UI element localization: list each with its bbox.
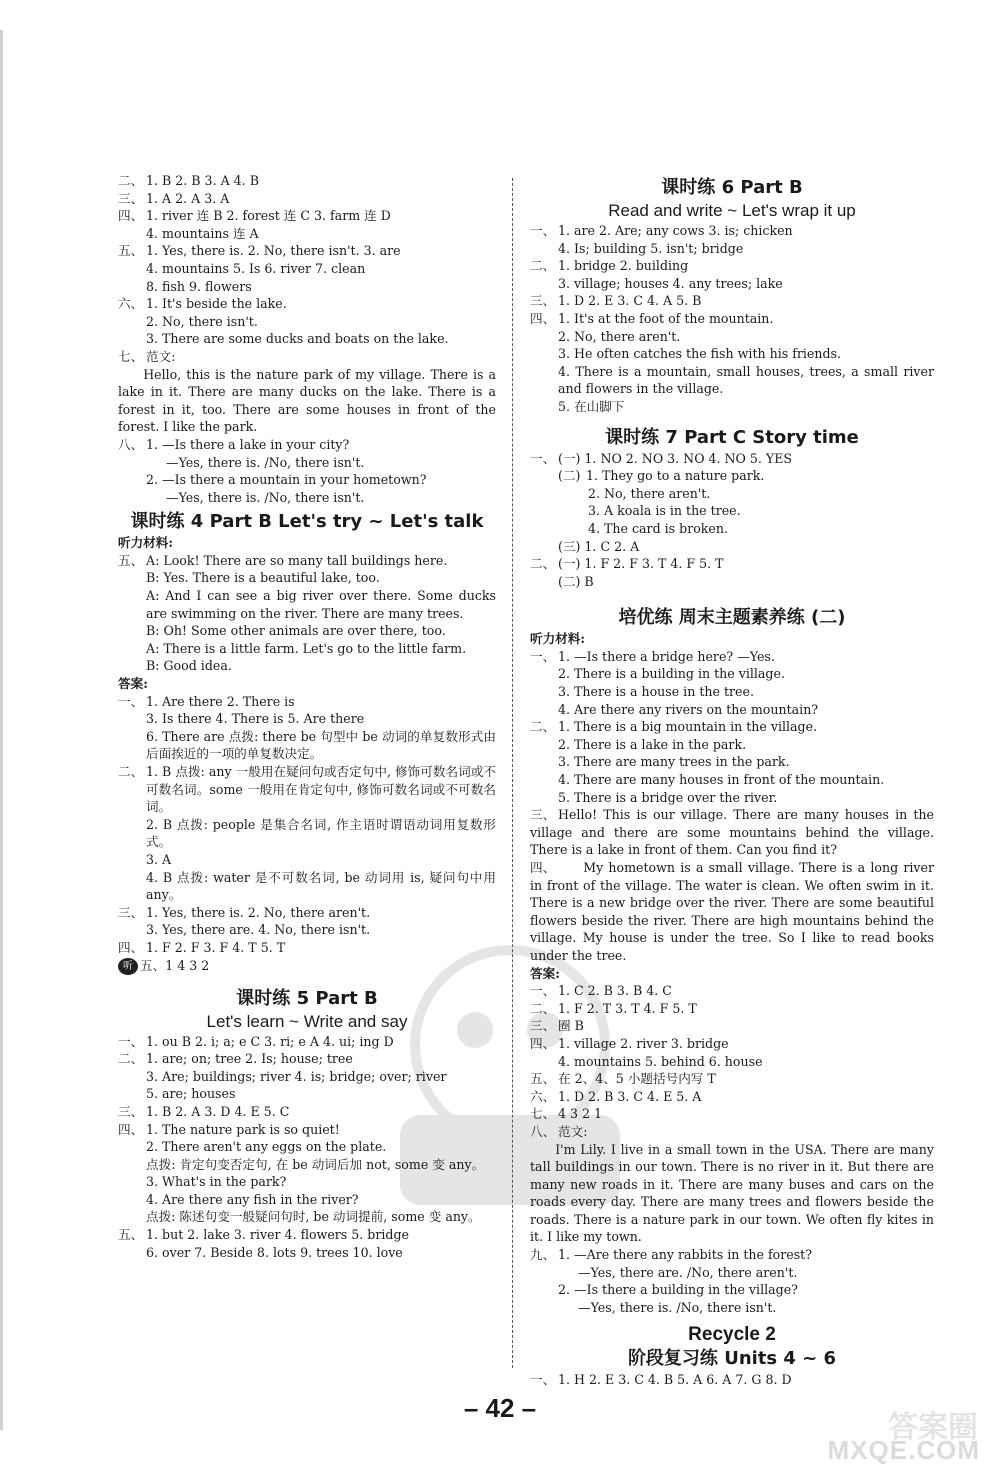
l6-san: 三、 1. D 2. E 3. C 4. A 5. B bbox=[530, 293, 702, 309]
l5-si-line: 2. There aren't any eggs on the plate. bbox=[146, 1139, 387, 1155]
l7-yi: 一、 (一) 1. NO 2. NO 3. NO 4. NO 5. YES bbox=[530, 450, 793, 466]
column-divider bbox=[512, 178, 513, 1368]
answer-yi-line: 6. There are 点拨: there be 句型中 be 动词的单复数形式由后面挨近的一项的单复数决定。 bbox=[146, 728, 496, 762]
right-column bbox=[530, 172, 934, 1389]
l7-yi2-line: 3. A koala is in the tree. bbox=[588, 503, 741, 519]
section-ba: 八、 1. —Is there a lake in your city? bbox=[118, 436, 350, 452]
l6-si: 四、 1. It's at the foot of the mountain. bbox=[530, 310, 774, 326]
py-er-line: 2. There is a lake in the park. bbox=[558, 736, 747, 752]
section-wu-line: 8. fish 9. flowers bbox=[146, 278, 252, 294]
py-a-yi: 一、 1. C 2. B 3. B 4. C bbox=[530, 983, 672, 999]
py-a-er: 二、 1. F 2. T 3. T 4. F 5. T bbox=[530, 1000, 697, 1016]
dialog-line: B: Yes. There is a beautiful lake, too. bbox=[146, 570, 380, 586]
l7-er: 二、 (一) 1. F 2. F 3. T 4. F 5. T bbox=[530, 556, 724, 572]
lesson7-title: 课时练 7 Part C Story time bbox=[605, 426, 859, 448]
py-a-wu: 五、 在 2、4、5 小题括号内写 T bbox=[530, 1071, 716, 1087]
l5-yi: 一、 1. ou B 2. i; a; e C 3. ri; e A 4. ui; ing D bbox=[118, 1033, 394, 1049]
dialog-line: 五、 A: Look! There are so many tall buildings here. bbox=[118, 552, 448, 568]
model-essay-1: Hello, this is the nature park of my village. There is a lake in it. There are many ducks on the lake. There is a forest in it, too. There are some houses in front of the forest. I like the park. bbox=[118, 366, 496, 435]
l5-si-line: 点拨: 肯定句变否定句, 在 be 动词后加 not, some 变 any。 bbox=[146, 1156, 485, 1172]
py-a-si: 四、 1. village 2. river 3. bridge bbox=[530, 1035, 729, 1051]
dialog-line: B: Oh! Some other animals are over there, too. bbox=[146, 623, 446, 639]
section-qi: 七、 范文: bbox=[118, 348, 176, 364]
dialog-line: A: There is a little farm. Let's go to the little farm. bbox=[146, 640, 467, 656]
answer-si: 四、 1. F 2. F 3. F 4. T 5. T bbox=[118, 939, 286, 955]
l5-si-line: 3. What's in the park? bbox=[146, 1174, 287, 1190]
dialog-line: A: And I can see a big river over there. Some ducks are swimming on the river. There are many trees. bbox=[146, 588, 496, 621]
py-yi-line: 4. Are there any rivers on the mountain? bbox=[558, 701, 819, 717]
py-er: 二、 1. There is a big mountain in the village. bbox=[530, 719, 818, 735]
section-liu-line: 2. No, there isn't. bbox=[146, 313, 258, 329]
py-si: 四、 My hometown is a small village. There is a long river in front of the village. The water is clean. We often swim in it. There is a new bridge over the river. There are some beautiful flowers beside the river. There are high mountains behind the village. My house is under the tree. So I like to read books under the tree. bbox=[530, 860, 934, 963]
peiyou-title: 培优练 周末主题素养练 (二) bbox=[618, 607, 846, 629]
l6-si-line: 5. 在山脚下 bbox=[558, 398, 625, 414]
l5-er: 二、 1. are; on; tree 2. Is; house; tree bbox=[118, 1051, 353, 1067]
answer-er-line: 3. A bbox=[146, 851, 172, 867]
l6-si-line: 2. No, there aren't. bbox=[558, 328, 681, 344]
section-wu: 五、 1. Yes, there is. 2. No, there isn't. 3. are bbox=[118, 243, 401, 259]
answer-er-line: 2. B 点拨: people 是集合名词, 作主语时谓语动词用复数形式。 bbox=[146, 816, 496, 850]
model-essay-2: I'm Lily. I live in a small town in the USA. There are many tall buildings in our town. There is no river in it. But there are many new roads in it. There are many buses and cars on the roads every day. There are many trees and flowers beside the roads. There is a nature park in our town. We often fly kites in it. I like my town. bbox=[530, 1141, 934, 1245]
py-a-jiu-line: —Yes, there is. /No, there isn't. bbox=[578, 1299, 777, 1315]
lesson5-title: 课时练 5 Part B bbox=[236, 987, 378, 1009]
page-edge bbox=[0, 30, 3, 1430]
lesson4-title: 课时练 4 Part B Let's try ~ Let's talk bbox=[130, 511, 484, 533]
section-si: 四、 1. river 连 B 2. forest 连 C 3. farm 连 D bbox=[118, 208, 391, 224]
l5-er-line: 3. Are; buildings; river 4. is; bridge; over; river bbox=[146, 1068, 447, 1084]
l6-si-line: 4. There is a mountain, small houses, trees, a small river and flowers in the village. bbox=[558, 363, 934, 397]
answer-wu: 听 五、1 4 3 2 bbox=[118, 957, 496, 975]
lesson6-subtitle: Read and write ~ Let's wrap it up bbox=[608, 201, 856, 220]
py-a-liu: 六、 1. D 2. B 3. C 4. E 5. A bbox=[530, 1088, 702, 1104]
py-yi-line: 3. There is a house in the tree. bbox=[558, 684, 754, 700]
py-a-si-line: 4. mountains 5. behind 6. house bbox=[558, 1053, 763, 1069]
l7-yi2-line: 2. No, there aren't. bbox=[588, 485, 711, 501]
answer-yi: 一、 1. Are there 2. There is bbox=[118, 693, 295, 709]
listen-icon: 听 bbox=[118, 958, 138, 975]
l5-si-line: 4. Are there any fish in the river? bbox=[146, 1191, 359, 1207]
py-er-line: 4. There are many houses in front of the mountain. bbox=[558, 772, 885, 788]
section-san: 三、 1. A 2. A 3. A bbox=[118, 190, 230, 206]
section-liu-line: 3. There are some ducks and boats on the lake. bbox=[146, 331, 449, 347]
recycle-title: Recycle 2 bbox=[688, 1324, 776, 1346]
l5-si: 四、 1. The nature park is so quiet! bbox=[118, 1121, 340, 1137]
py-yi: 一、 1. —Is there a bridge here? —Yes. bbox=[530, 648, 775, 664]
section-ba-line: —Yes, there is. /No, there isn't. bbox=[166, 454, 365, 470]
section-liu: 六、 1. It's beside the lake. bbox=[118, 296, 287, 312]
answer-label: 答案: bbox=[118, 676, 148, 692]
py-a-ba: 八、 范文: bbox=[530, 1123, 588, 1139]
answer-san-line: 3. Yes, there are. 4. No, there isn't. bbox=[146, 922, 371, 938]
answer-san: 三、 1. Yes, there is. 2. No, there aren't. bbox=[118, 904, 371, 920]
py-yi-line: 2. There is a building in the village. bbox=[558, 666, 785, 682]
l7-yi2-line: 4. The card is broken. bbox=[588, 520, 728, 536]
l6-er: 二、 1. bridge 2. building bbox=[530, 258, 689, 274]
l7-yi2: (二) 1. They go to a nature park. bbox=[558, 468, 765, 484]
section-si-line: 4. mountains 连 A bbox=[146, 225, 259, 241]
section-er: 二、 1. B 2. B 3. A 4. B bbox=[118, 173, 259, 188]
py-a-jiu-line: —Yes, there are. /No, there aren't. bbox=[578, 1264, 798, 1280]
answer-yi-line: 3. Is there 4. There is 5. Are there bbox=[146, 711, 365, 727]
l6-yi: 一、 1. are 2. Are; any cows 3. is; chicken bbox=[530, 223, 793, 238]
py-a-san: 三、 圈 B bbox=[530, 1018, 584, 1034]
answer-er: 二、 1. B 点拨: any 一般用在疑问句或否定句中, 修饰可数名词或不可数名词。some 一般用在肯定句中, 修饰可数名词或不可数名词。 bbox=[118, 764, 496, 815]
py-san: 三、 Hello! This is our village. There are many houses in the village and there are some mountains behind the village. There is a lake in front of them. Can you find it? bbox=[530, 807, 934, 858]
py-a-jiu: 九、 1. —Are there any rabbits in the forest? bbox=[530, 1247, 812, 1263]
left-column bbox=[118, 172, 496, 1261]
l6-yi-line: 4. Is; building 5. isn't; bridge bbox=[558, 240, 744, 256]
py-listen-label: 听力材料: bbox=[530, 631, 586, 647]
py-answer-label: 答案: bbox=[530, 965, 560, 981]
lesson5-subtitle: Let's learn ~ Write and say bbox=[206, 1011, 408, 1031]
py-a-jiu-line: 2. —Is there a building in the village? bbox=[558, 1282, 798, 1298]
l5-wu: 五、 1. but 2. lake 3. river 4. flowers 5. bridge bbox=[118, 1227, 409, 1243]
section-wu-line: 4. mountains 5. Is 6. river 7. clean bbox=[146, 260, 366, 276]
l5-wu-line: 6. over 7. Beside 8. lots 9. trees 10. love bbox=[146, 1244, 403, 1260]
l6-er-line: 3. village; houses 4. any trees; lake bbox=[558, 275, 783, 291]
listening-label: 听力材料: bbox=[118, 535, 174, 551]
py-a-qi: 七、 4 3 2 1 bbox=[530, 1106, 603, 1122]
dialog-line: B: Good idea. bbox=[146, 658, 232, 674]
recycle-subtitle: 阶段复习练 Units 4 ~ 6 bbox=[627, 1348, 837, 1370]
l6-si-line: 3. He often catches the fish with his friends. bbox=[558, 346, 842, 362]
site-watermark bbox=[827, 1402, 990, 1468]
answer-er-line: 4. B 点拨: water 是不可数名词, be 动词用 is, 疑问句中用 any。 bbox=[146, 869, 496, 903]
watermark-url: MXQE.COM bbox=[827, 1435, 980, 1465]
l5-si-line: 点拨: 陈述句变一般疑问句时, be 动词提前, some 变 any。 bbox=[146, 1209, 481, 1225]
page-number: – 42 – bbox=[463, 1393, 537, 1423]
lesson6-title: 课时练 6 Part B bbox=[661, 177, 803, 198]
py-er-line: 5. There is a bridge over the river. bbox=[558, 789, 778, 805]
l7-yi3: (三) 1. C 2. A bbox=[558, 538, 640, 554]
l5-san: 三、 1. B 2. A 3. D 4. E 5. C bbox=[118, 1103, 290, 1119]
section-ba-line: —Yes, there is. /No, there isn't. bbox=[166, 489, 365, 505]
l5-er-line: 5. are; houses bbox=[146, 1086, 236, 1102]
watermark-logo: 答案圈 bbox=[888, 1410, 978, 1445]
section-ba-line: 2. —Is there a mountain in your hometown? bbox=[146, 472, 427, 488]
l7-er2: (二) B bbox=[558, 573, 594, 589]
py-er-line: 3. There are many trees in the park. bbox=[558, 754, 790, 770]
rec-yi: 一、 1. H 2. E 3. C 4. B 5. A 6. A 7. G 8. D bbox=[530, 1372, 792, 1388]
